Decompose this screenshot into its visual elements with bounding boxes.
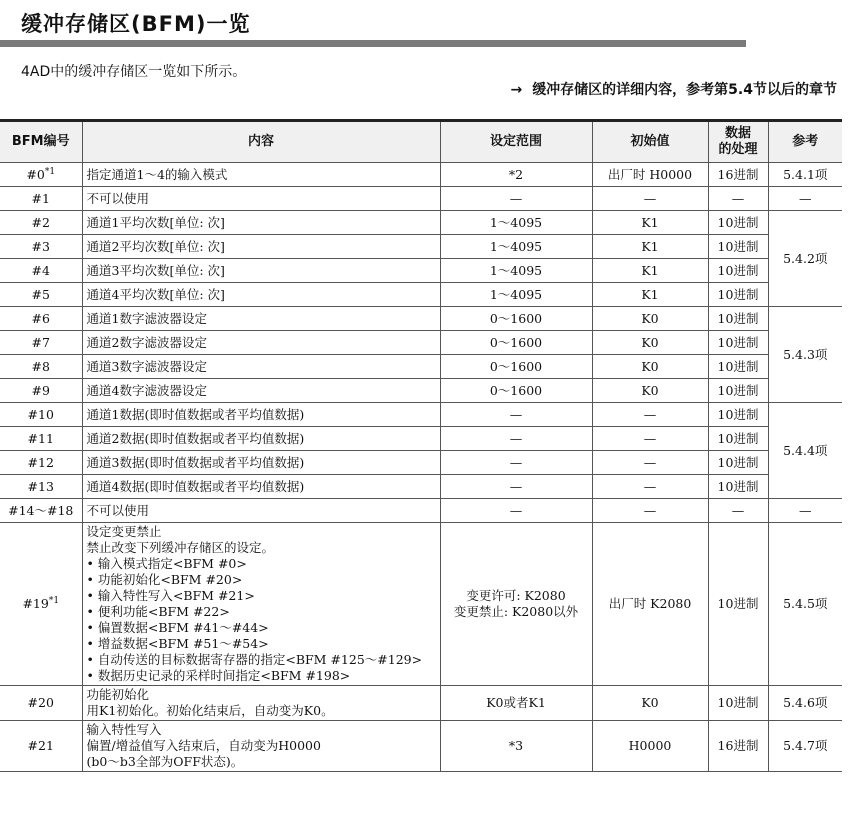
initial-cell: — (592, 451, 708, 475)
table-row (0, 355, 842, 379)
bfm-number: #5 (0, 283, 82, 307)
range-cell: 变更许可: K2080 变更禁止: K2080以外 (440, 523, 592, 686)
header-initial: 初始值 (592, 121, 708, 163)
initial-cell: K1 (592, 235, 708, 259)
bullet-item: • 自动传送的目标数据寄存器的指定<BFM #125～#129> (86, 652, 423, 667)
table-row (0, 686, 842, 721)
content-cell: 通道3数字滤波器设定 (82, 355, 440, 379)
bfm-number: #10 (0, 403, 82, 427)
ref-cell: 5.4.1项 (768, 163, 842, 187)
data-cell: — (708, 499, 768, 523)
initial-cell: — (592, 499, 708, 523)
data-cell: 10进制 (708, 379, 768, 403)
content-cell: 指定通道1～4的输入模式 (82, 163, 440, 187)
initial-cell: K0 (592, 331, 708, 355)
bfm-number: #1 (0, 187, 82, 211)
range-cell: — (440, 187, 592, 211)
bfm-number: #7 (0, 331, 82, 355)
title-underline (0, 40, 746, 47)
range-cell: 0～1600 (440, 379, 592, 403)
bfm-number: #0$^{*1}$ (0, 163, 82, 187)
range-cell: 0～1600 (440, 331, 592, 355)
range-cell: — (440, 427, 592, 451)
bullet-item: • 输入模式指定<BFM #0> (86, 556, 247, 571)
initial-cell: H0000 (592, 721, 708, 772)
bullet-item: • 偏置数据<BFM #41～#44> (86, 620, 269, 635)
range-cell: — (440, 403, 592, 427)
content-cell: 不可以使用 (82, 187, 440, 211)
table-row (0, 307, 842, 331)
data-cell: 10进制 (708, 211, 768, 235)
bfm-table (0, 119, 842, 772)
table-row (0, 427, 842, 451)
table-row (0, 379, 842, 403)
header-range: 设定范围 (440, 121, 592, 163)
table-row (0, 163, 842, 187)
table-row (0, 403, 842, 427)
data-cell: 10进制 (708, 259, 768, 283)
initial-cell: 出厂时 K2080 (592, 523, 708, 686)
ref-cell: 5.4.6项 (768, 686, 842, 721)
range-cell: 1～4095 (440, 283, 592, 307)
table-row (0, 235, 842, 259)
bfm-number: #19$^{*1}$ (0, 523, 82, 686)
reference-note (510, 79, 837, 99)
table-row (0, 451, 842, 475)
content-cell: 通道3数据(即时值数据或者平均值数据) (82, 451, 440, 475)
bfm-number: #13 (0, 475, 82, 499)
content-cell: 通道2数字滤波器设定 (82, 331, 440, 355)
header-reference: 参考 (768, 121, 842, 163)
initial-cell: K0 (592, 686, 708, 721)
data-cell: 10进制 (708, 686, 768, 721)
ref-cell: — (768, 499, 842, 523)
data-cell: 10进制 (708, 475, 768, 499)
header-bfm-no: BFM编号 (0, 121, 82, 163)
data-cell: 10进制 (708, 331, 768, 355)
content-cell: 设定变更禁止 禁止改变下列缓冲存储区的设定。 • 输入模式指定<BFM #0> • 功能初始化<BFM #20> • 输入特性写入<BFM #21> • 便利功能<BFM #22> • 偏置数据<BFM #41～#44> • 增益数据<BFM #51～#54> • 自动传送的目标数据寄存器的指定<BFM #125～#129> • 数据历史记录的采样时间指定<BFM #198> (82, 523, 440, 686)
bullet-item: • 输入特性写入<BFM #21> (86, 588, 255, 603)
bfm-number: #21 (0, 721, 82, 772)
bfm-number: #20 (0, 686, 82, 721)
initial-cell: K0 (592, 379, 708, 403)
initial-cell: K1 (592, 259, 708, 283)
bfm-number: #12 (0, 451, 82, 475)
range-cell: 0～1600 (440, 355, 592, 379)
initial-cell: — (592, 403, 708, 427)
data-cell: 10进制 (708, 523, 768, 686)
ref-cell: 5.4.4项 (768, 403, 842, 499)
ref-cell: 5.4.5项 (768, 523, 842, 686)
bullet-item: • 便利功能<BFM #22> (86, 604, 230, 619)
bullet-item: • 数据历史记录的采样时间指定<BFM #198> (86, 668, 351, 683)
range-cell: *2 (440, 163, 592, 187)
table-row (0, 499, 842, 523)
bfm-number: #2 (0, 211, 82, 235)
ref-cell: — (768, 187, 842, 211)
content-cell: 通道4平均次数[单位: 次] (82, 283, 440, 307)
bfm-number: #3 (0, 235, 82, 259)
content-cell: 不可以使用 (82, 499, 440, 523)
data-cell: 10进制 (708, 235, 768, 259)
table-row (0, 331, 842, 355)
table-row (0, 475, 842, 499)
data-cell: 10进制 (708, 427, 768, 451)
range-cell: — (440, 475, 592, 499)
data-cell: — (708, 187, 768, 211)
initial-cell: — (592, 187, 708, 211)
header-data-processing: 数据 的处理 (708, 121, 768, 163)
data-cell: 10进制 (708, 451, 768, 475)
arrow-right-icon: → (510, 82, 523, 98)
table-row (0, 211, 842, 235)
header-content: 内容 (82, 121, 440, 163)
content-cell: 通道4数字滤波器设定 (82, 379, 440, 403)
content-cell: 通道1平均次数[单位: 次] (82, 211, 440, 235)
bfm-number: #6 (0, 307, 82, 331)
table-header-row (0, 121, 842, 163)
range-cell: *3 (440, 721, 592, 772)
bfm-number: #14～#18 (0, 499, 82, 523)
bullet-item: • 功能初始化<BFM #20> (86, 572, 243, 587)
range-cell: 1～4095 (440, 259, 592, 283)
data-cell: 16进制 (708, 721, 768, 772)
bfm-number: #8 (0, 355, 82, 379)
content-cell: 通道2平均次数[单位: 次] (82, 235, 440, 259)
table-row (0, 523, 842, 686)
content-cell: 通道1数字滤波器设定 (82, 307, 440, 331)
initial-cell: K1 (592, 283, 708, 307)
table-row (0, 187, 842, 211)
initial-cell: — (592, 475, 708, 499)
data-cell: 10进制 (708, 355, 768, 379)
page-title: 缓冲存储区(BFM)一览 (21, 12, 251, 36)
ref-cell: 5.4.3项 (768, 307, 842, 403)
content-cell: 输入特性写入 偏置/增益值写入结束后，自动变为H0000 (b0～b3全部为OFF状态)。 (82, 721, 440, 772)
initial-cell: K0 (592, 355, 708, 379)
ref-cell: 5.4.7项 (768, 721, 842, 772)
bfm-number: #4 (0, 259, 82, 283)
range-cell: K0或者K1 (440, 686, 592, 721)
table-row (0, 283, 842, 307)
data-cell: 10进制 (708, 283, 768, 307)
ref-cell: 5.4.2项 (768, 211, 842, 307)
content-cell: 通道1数据(即时值数据或者平均值数据) (82, 403, 440, 427)
bfm-number: #11 (0, 427, 82, 451)
reference-text: 缓冲存储区的详细内容，参考第5.4节以后的章节 (532, 82, 837, 98)
range-cell: — (440, 451, 592, 475)
initial-cell: K1 (592, 211, 708, 235)
content-cell: 通道4数据(即时值数据或者平均值数据) (82, 475, 440, 499)
table-row (0, 721, 842, 772)
data-cell: 16进制 (708, 163, 768, 187)
intro-text: 4AD中的缓冲存储区一览如下所示。 (21, 64, 247, 80)
data-cell: 10进制 (708, 307, 768, 331)
bfm-number: #9 (0, 379, 82, 403)
range-cell: 1～4095 (440, 211, 592, 235)
initial-cell: K0 (592, 307, 708, 331)
initial-cell: 出厂时 H0000 (592, 163, 708, 187)
initial-cell: — (592, 427, 708, 451)
content-cell: 功能初始化 用K1初始化。初始化结束后，自动变为K0。 (82, 686, 440, 721)
content-cell: 通道3平均次数[单位: 次] (82, 259, 440, 283)
table-row (0, 259, 842, 283)
data-cell: 10进制 (708, 403, 768, 427)
range-cell: 0～1600 (440, 307, 592, 331)
content-cell: 通道2数据(即时值数据或者平均值数据) (82, 427, 440, 451)
range-cell: 1～4095 (440, 235, 592, 259)
range-cell: — (440, 499, 592, 523)
bullet-item: • 增益数据<BFM #51～#54> (86, 636, 269, 651)
